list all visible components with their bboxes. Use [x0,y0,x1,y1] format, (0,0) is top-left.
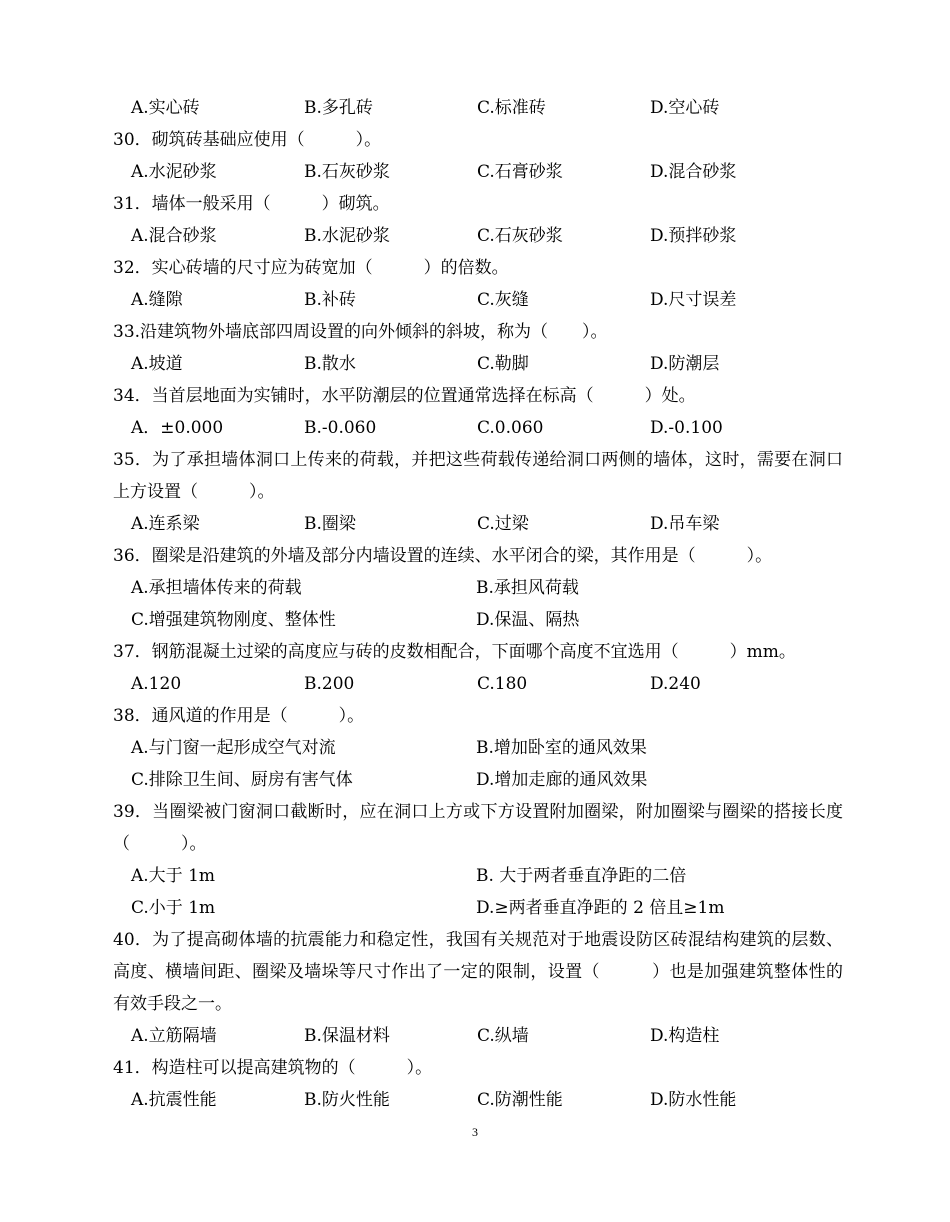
option-item: A.水泥砂浆 [131,162,217,182]
question-text: 30．砌筑砖基础应使用（ ）。 [113,130,382,150]
question-text: 41．构造柱可以提高建筑物的（ ）。 [113,1058,433,1078]
option-item: C.石灰砂浆 [477,226,563,246]
option-item: D.≥两者垂直净距的 2 倍且≥1m [476,898,725,918]
question-text: 37．钢筋混凝土过梁的高度应与砖的皮数相配合，下面哪个高度不宜选用（ ）mm。 [113,642,796,662]
option-item: D.空心砖 [650,98,720,118]
option-item: A.抗震性能 [131,1090,217,1110]
option-row [113,92,843,124]
option-item: A.大于 1m [131,866,216,886]
option-item: A.承担墙体传来的荷载 [131,578,302,598]
question-text: 31．墙体一般采用（ ）砌筑。 [113,194,390,214]
option-item: D.吊车梁 [650,514,720,534]
option-row [113,572,843,604]
option-item: D.-0.100 [650,418,723,438]
option-row [113,860,843,892]
option-item: B.增加卧室的通风效果 [476,738,647,758]
option-item: C.石膏砂浆 [477,162,563,182]
option-row [113,348,843,380]
option-item: A.与门窗一起形成空气对流 [131,738,336,758]
option-row [113,892,843,924]
option-item: C.180 [477,674,528,694]
option-item: C.过梁 [477,514,529,534]
option-item: D.混合砂浆 [650,162,737,182]
option-item: B.补砖 [304,290,356,310]
option-row [113,668,843,700]
option-item: B.保温材料 [304,1026,390,1046]
question-text: 38．通风道的作用是（ ）。 [113,706,365,726]
option-item: C.勒脚 [477,354,529,374]
option-item: A.缝隙 [131,290,183,310]
option-item: D.防水性能 [650,1090,737,1110]
option-item: C.小于 1m [131,898,216,918]
option-item: B.200 [304,674,355,694]
option-item: D.增加走廊的通风效果 [476,770,648,790]
option-row [113,412,843,444]
option-item: A.120 [131,674,182,694]
option-item: B.散水 [304,354,356,374]
question-text: 34．当首层地面为实铺时，水平防潮层的位置通常选择在标高（ ）处。 [113,386,696,406]
option-item: C.标准砖 [477,98,546,118]
option-item: B.圈梁 [304,514,356,534]
option-item: A.立筋隔墙 [131,1026,217,1046]
question-text: 33.沿建筑物外墙底部四周设置的向外倾斜的斜坡，称为（ ）。 [113,322,608,342]
option-item: A.混合砂浆 [131,226,217,246]
option-item: B.-0.060 [304,418,377,438]
option-row [113,604,843,636]
option-item: D.构造柱 [650,1026,720,1046]
option-item: B.多孔砖 [304,98,373,118]
option-item: D.尺寸误差 [650,290,737,310]
option-item: A．±0.000 [131,418,224,438]
option-item: B.承担风荷载 [476,578,579,598]
option-row [113,220,843,252]
option-item: D.保温、隔热 [476,610,580,630]
question-text: 40．为了提高砌体墙的抗震能力和稳定性，我国有关规范对于地震设防区砖混结构建筑的层数、高度、横墙间距、圈梁及墙垛等尺寸作出了一定的限制，设置（ ）也是加强建筑整体性的有效手段之一。 [113,930,843,1014]
page-number: 3 [472,1125,478,1139]
option-item: C.纵墙 [477,1026,529,1046]
option-row [113,732,843,764]
question-text: 35．为了承担墙体洞口上传来的荷载，并把这些荷载传递给洞口两侧的墙体，这时，需要在洞口上方设置（ ）。 [113,450,843,502]
option-item: A.连系梁 [131,514,200,534]
option-item: C.0.060 [477,418,544,438]
question-list [113,92,843,1116]
question-text: 32．实心砖墙的尺寸应为砖宽加（ ）的倍数。 [113,258,509,278]
option-item: D.预拌砂浆 [650,226,737,246]
option-item: B.石灰砂浆 [304,162,390,182]
option-item: B.水泥砂浆 [304,226,390,246]
option-row [113,1084,843,1116]
option-item: C.增强建筑物刚度、整体性 [131,610,336,630]
option-item: B.防火性能 [304,1090,390,1110]
option-item: C.防潮性能 [477,1090,563,1110]
option-row [113,1020,843,1052]
option-row [113,156,843,188]
option-item: D.防潮层 [650,354,720,374]
question-text: 36．圈梁是沿建筑的外墙及部分内墙设置的连续、水平闭合的梁，其作用是（ ）。 [113,546,773,566]
option-row [113,284,843,316]
option-row [113,764,843,796]
option-row [113,508,843,540]
option-item: C.灰缝 [477,290,529,310]
option-item: A.实心砖 [131,98,200,118]
option-item: D.240 [650,674,701,694]
question-text: 39．当圈梁被门窗洞口截断时，应在洞口上方或下方设置附加圈梁，附加圈梁与圈梁的搭接长度（ ）。 [113,802,843,854]
option-item: B. 大于两者垂直净距的二倍 [476,866,687,886]
option-item: A.坡道 [131,354,183,374]
option-item: C.排除卫生间、厨房有害气体 [131,770,353,790]
